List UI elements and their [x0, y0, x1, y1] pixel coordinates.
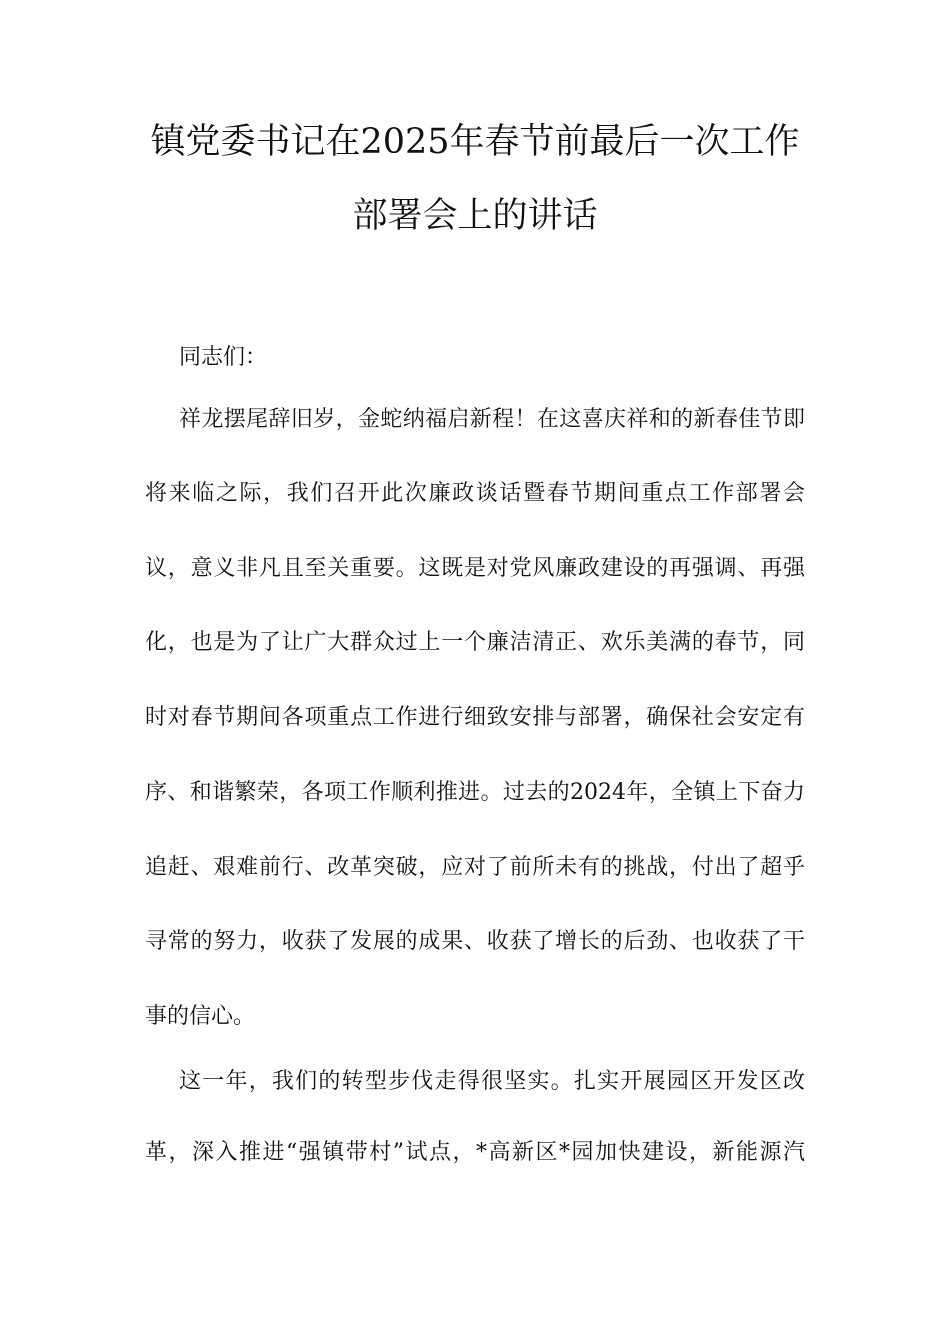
text-line: 这一年，我们的转型步伐走得很坚实。扎实开展园区开发区改: [179, 1069, 805, 1094]
text-line: 议，意义非凡且至关重要。这既是对党风廉政建设的再强调、再强: [145, 556, 805, 581]
text-line: 化，也是为了让广大群众过上一个廉洁清正、欢乐美满的春节，同: [145, 630, 805, 655]
text-line: 祥龙摆尾辞旧岁，金蛇纳福启新程！在这喜庆祥和的新春佳节即: [179, 407, 805, 432]
document-title-line-1: 镇党委书记在2025年春节前最后一次工作: [150, 122, 800, 162]
document-title-line-2: 部署会上的讲话: [352, 196, 598, 236]
text-line: 将来临之际，我们召开此次廉政谈话暨春节期间重点工作部署会: [145, 481, 805, 506]
text-line: 事的信心。: [145, 1004, 256, 1029]
text-line: 序、和谐繁荣，各项工作顺利推进。过去的2024年，全镇上下奋力: [145, 780, 805, 805]
text-line: 革，深入推进“强镇带村”试点，*高新区*园加快建设，新能源汽: [145, 1140, 805, 1165]
text-line: 时对春节期间各项重点工作进行细致安排与部署，确保社会安定有: [145, 705, 805, 730]
text-line: 寻常的努力，收获了发展的成果、收获了增长的后劲、也收获了干: [145, 929, 805, 954]
salutation: 同志们：: [179, 345, 268, 370]
text-line: 追赶、艰难前行、改革突破，应对了前所未有的挑战，付出了超乎: [145, 855, 805, 880]
